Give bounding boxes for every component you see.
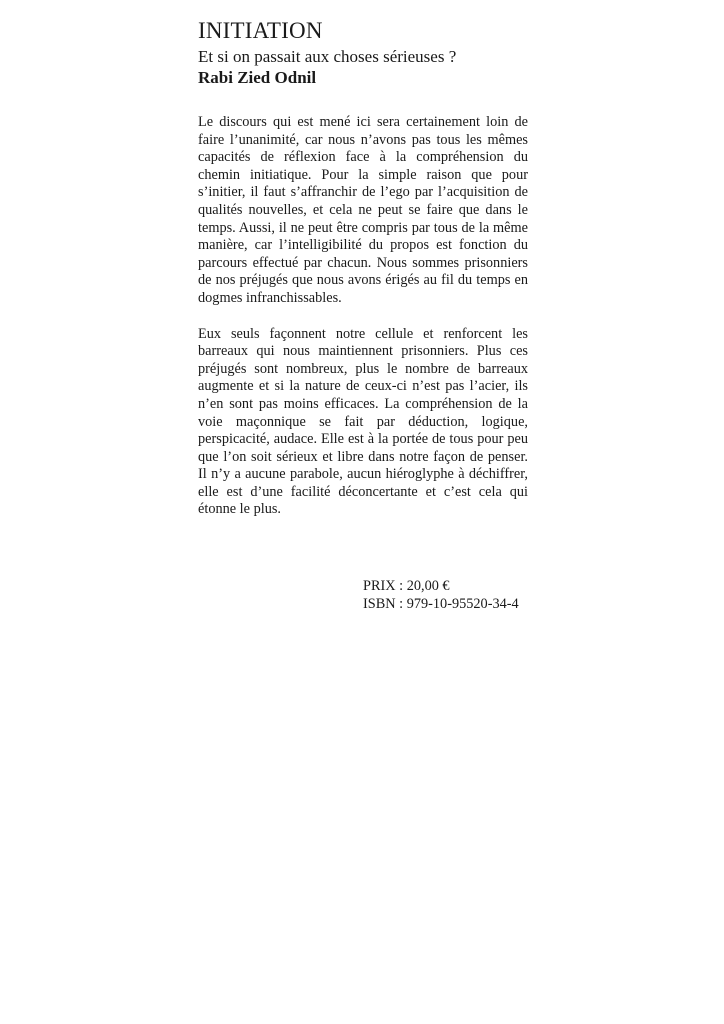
book-title: INITIATION bbox=[198, 18, 323, 43]
price-label: PRIX : 20,00 € bbox=[363, 578, 450, 594]
back-cover-text bbox=[198, 18, 528, 519]
book-subtitle: Et si on passait aux choses sérieuses ? bbox=[198, 47, 457, 66]
blurb-paragraph-2: Eux seuls façonnent notre cellule et renforcent les barreaux qui nous maintiennent prisonniers. Plus ces préjugés sont nombreux, plus le nombre de barreaux augmente et si la nature de ceux-ci n’est pas l’acier, ils n’en sont pas moins efficaces. La compréhension de la voie maçonnique se fait par déduction, logique, perspicacité, audace. Elle est à la portée de tous pour peu que l’on soit sérieux et libre dans notre façon de penser. Il n’y a aucune parabole, aucun hiéroglyphe à déchiffrer, elle est d’une facilité déconcertante et c’est cela qui étonne le plus. bbox=[198, 325, 528, 518]
book-metadata bbox=[363, 577, 519, 613]
blurb-paragraph-1: Le discours qui est mené ici sera certainement loin de faire l’unanimité, car nous n’avons pas tous les mêmes capacités de réflexion face à la compréhension du chemin initiatique. Pour la simple raison que pour s’initier, il faut s’affranchir de l’ego par l’acquisition de qualités nouvelles, et cela ne peut se faire que dans le temps. Aussi, il ne peut être compris par tous de la même manière, car l’intelligibilité du propos est fonction du parcours effectué par chacun. Nous sommes prisonniers de nos préjugés que nous avons érigés au fil du temps en dogmes infranchissables. bbox=[198, 114, 528, 306]
author-name: Rabi Zied Odnil bbox=[198, 68, 317, 87]
isbn-label: ISBN : 979-10-95520-34-4 bbox=[363, 596, 519, 612]
